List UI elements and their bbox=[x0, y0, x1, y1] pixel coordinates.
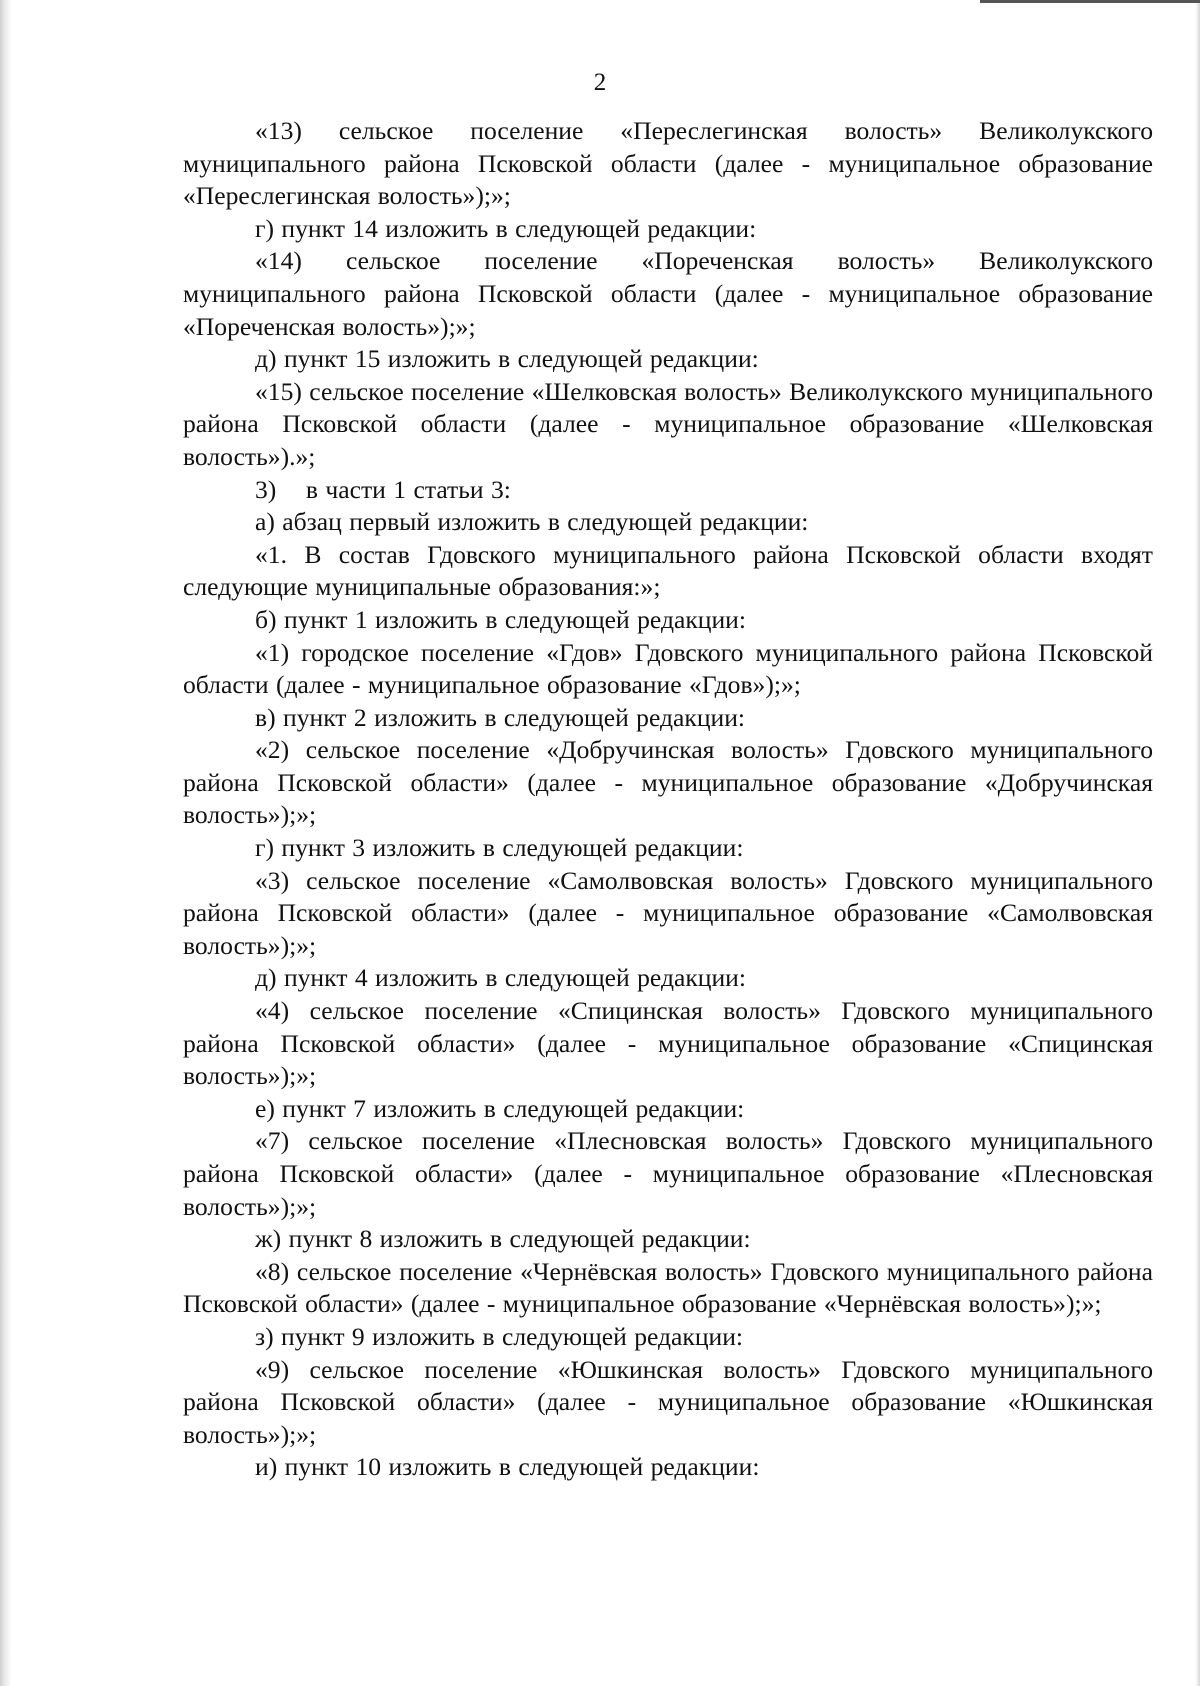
paragraph-part-3: 3) в части 1 статьи 3: bbox=[255, 474, 511, 504]
paragraph-gdov-item-3: «3) сельское поселение «Самолвовская волость» Гдовского муниципального района Псковской области» (далее - муниципальное образование «Самолвовская волость»);»; bbox=[183, 865, 1153, 960]
scan-top-line bbox=[980, 0, 1200, 3]
paragraph-gdov-item-8: «8) сельское поселение «Чернёвская волость» Гдовского муниципального района Псковской области» (далее - муниципальное образование «Чернёвская волость»);»; bbox=[183, 1256, 1153, 1319]
scan-right-edge bbox=[1195, 0, 1200, 1686]
paragraph-gdov-item-7: «7) сельское поселение «Плесновская волость» Гдовского муниципального района Псковской области» (далее - муниципальное образование «Плесновская волость»);»; bbox=[183, 1126, 1153, 1221]
paragraph-gdov-item-2: «2) сельское поселение «Добручинская волость» Гдовского муниципального района Псковской области» (далее - муниципальное образование «Добручинская волость»);»; bbox=[183, 735, 1153, 830]
paragraph-amend-g-3: г) пункт 3 изложить в следующей редакции: bbox=[255, 833, 744, 863]
paragraph-item-14-text: «14) сельское поселение «Пореченская волость» Великолукского муниципального района Псковской области (далее - муниципальное образование «Пореченская волость»);»; bbox=[183, 246, 1153, 341]
paragraph-amend-d-15: д) пункт 15 изложить в следующей редакции: bbox=[255, 344, 759, 374]
paragraph-amend-d-4: д) пункт 4 изложить в следующей редакции: bbox=[255, 963, 746, 993]
paragraph-gdov-item-4: «4) сельское поселение «Спицинская волость» Гдовского муниципального района Псковской области» (далее - муниципальное образование «Спицинская волость»);»; bbox=[183, 996, 1153, 1091]
paragraph-amend-b-1: б) пункт 1 изложить в следующей редакции: bbox=[255, 604, 746, 634]
paragraph-item-15-text: «15) сельское поселение «Шелковская волость» Великолукского муниципального района Псковской области (далее - муниципальное образование «Шелковская волость»).»; bbox=[183, 376, 1153, 471]
page-number: 2 bbox=[593, 69, 607, 96]
paragraph-amend-zh-8: ж) пункт 8 изложить в следующей редакции: bbox=[255, 1224, 751, 1254]
paragraph-gdov-item-1: «1) городское поселение «Гдов» Гдовского муниципального района Псковской области (далее - муниципальное образование «Гдов»);»; bbox=[183, 637, 1153, 700]
paragraph-amend-a-first: а) абзац первый изложить в следующей редакции: bbox=[255, 507, 809, 537]
paragraph-gdov-composition: «1. В состав Гдовского муниципального района Псковской области входят следующие муниципальные образования:»; bbox=[183, 539, 1153, 602]
paragraph-amend-v-2: в) пункт 2 изложить в следующей редакции: bbox=[255, 702, 746, 732]
paragraph-gdov-item-9: «9) сельское поселение «Юшкинская волость» Гдовского муниципального района Псковской области» (далее - муниципальное образование «Юшкинская волость»);»; bbox=[183, 1354, 1153, 1449]
paragraph-amend-e-7: е) пункт 7 изложить в следующей редакции: bbox=[255, 1093, 745, 1123]
page-body bbox=[183, 115, 1153, 1484]
paragraph-amend-z-9: з) пункт 9 изложить в следующей редакции: bbox=[255, 1321, 744, 1351]
scan-left-edge bbox=[0, 0, 12, 1686]
paragraph-amend-g-14: г) пункт 14 изложить в следующей редакции: bbox=[255, 213, 757, 243]
paragraph-amend-i-10: и) пункт 10 изложить в следующей редакции: bbox=[255, 1452, 760, 1482]
paragraph-item-13-text: «13) сельское поселение «Переслегинская волость» Великолукского муниципального района Псковской области (далее - муниципальное образование «Переслегинская волость»);»; bbox=[183, 116, 1153, 211]
